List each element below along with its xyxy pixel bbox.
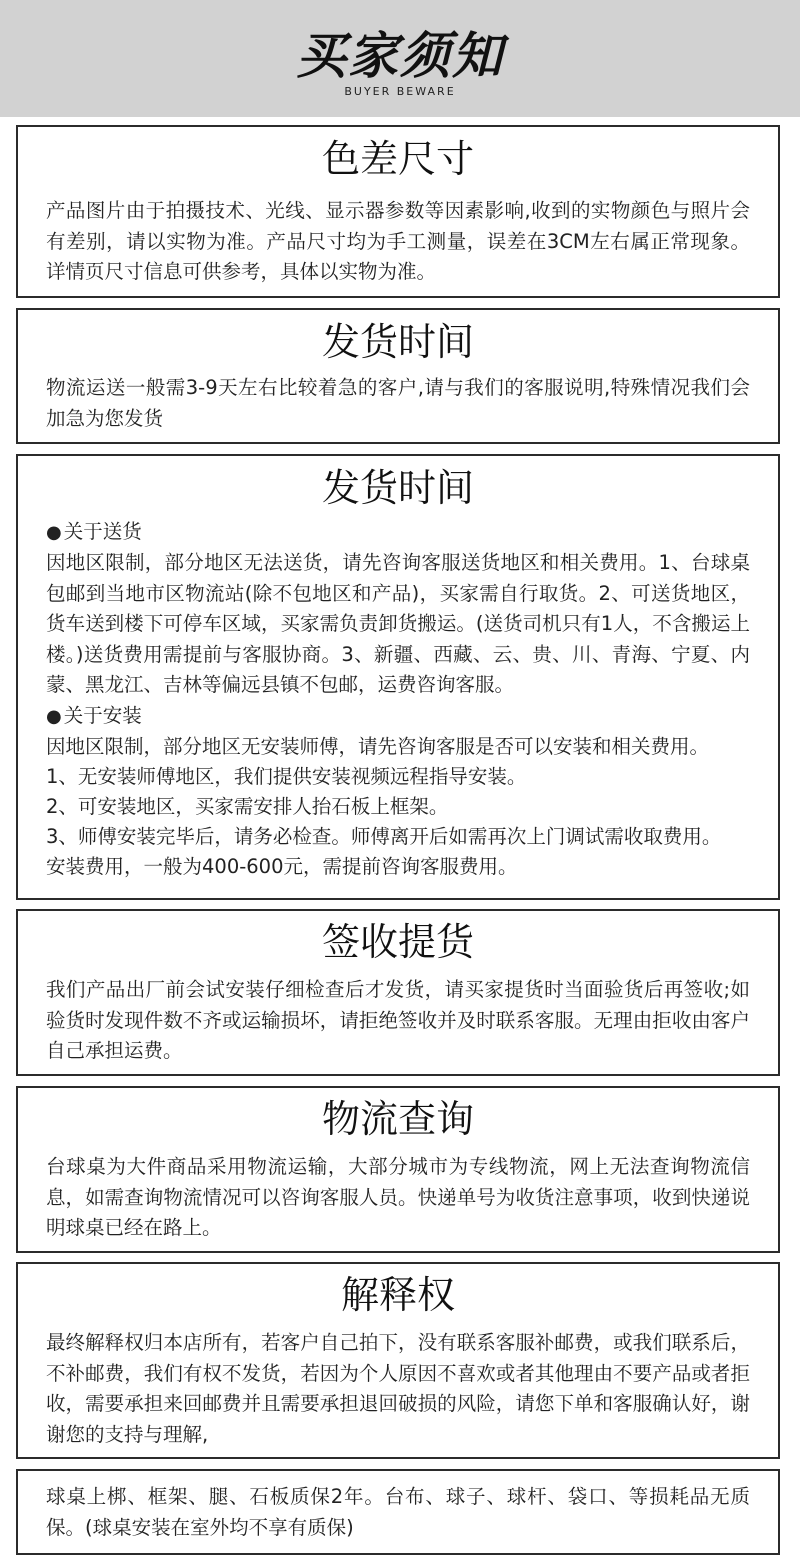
section-body: 台球桌为大件商品采用物流运输，大部分城市为专线物流，网上无法查询物流信息，如需查询物流情况可以咨询客服人员。快递单号为收货注意事项，收到快递说明球桌已经在路上。 <box>46 1155 750 1239</box>
warranty-text: 球桌上梆、框架、腿、石板质保2年。台布、球子、球杆、袋口、等损耗品无质保。(球桌安装在室外均不享有质保) <box>46 1485 750 1539</box>
install-line: 3、师傅安装完毕后，请务必检查。师傅离开后如需再次上门调试需收取费用。 <box>46 824 722 848</box>
section-title: 发货时间 <box>321 466 474 510</box>
section-logistics <box>16 1086 780 1253</box>
page-title: 买家须知 <box>296 27 504 85</box>
delivery-body: 因地区限制，部分地区无法送货，请先咨询客服送货地区和相关费用。1、台球桌包邮到当地市区物流站(除不包地区和产品)，买家需自行取货。2、可送货地区，货车送到楼下可停车区域，买家需负责卸货搬运。(送货司机只有1人，不含搬运上楼。)送货费用需提前与客服协商。3、新疆、西藏、云、贵、川、青海、宁夏、内蒙、黑龙江、吉林等偏远县镇不包邮，运费咨询客服。 <box>46 551 750 696</box>
section-title: 色差尺寸 <box>321 137 474 181</box>
install-line: 安装费用，一般为400-600元，需提前咨询客服费用。 <box>46 854 518 878</box>
section-interpretation <box>16 1262 780 1459</box>
section-color-size <box>16 125 780 298</box>
section-shipping-time <box>16 308 780 444</box>
section-title: 签收提货 <box>321 920 474 964</box>
section-receipt <box>16 909 780 1076</box>
section-body: 物流运送一般需3-9天左右比较着急的客户,请与我们的客服说明,特殊情况我们会加急为您发货 <box>46 376 750 430</box>
section-warranty <box>16 1469 780 1555</box>
install-line: 1、无安装师傅地区，我们提供安装视频远程指导安装。 <box>46 764 527 788</box>
section-body: 最终解释权归本店所有，若客户自己拍下，没有联系客服补邮费，或我们联系后，不补邮费，我们有权不发货，若因为个人原因不喜欢或者其他理由不要产品或者拒收，需要承担来回邮费并且需要承担退回破损的风险，请您下单和客服确认好，谢谢您的支持与理解, <box>46 1331 750 1446</box>
install-line: 因地区限制，部分地区无安装师傅，请先咨询客服是否可以安装和相关费用。 <box>46 734 710 758</box>
install-line: 2、可安装地区，买家需安排人抬石板上框架。 <box>46 794 449 818</box>
section-title: 发货时间 <box>321 320 474 364</box>
section-body: 产品图片由于拍摄技术、光线、显示器参数等因素影响,收到的实物颜色与照片会有差别，请以实物为准。产品尺寸均为手工测量，误差在3CM左右属正常现象。详情页尺寸信息可供参考，具体以实物为准。 <box>46 199 750 283</box>
section-delivery-install <box>16 454 780 900</box>
section-title: 物流查询 <box>321 1097 474 1141</box>
section-body: 我们产品出厂前会试安装仔细检查后才发货，请买家提货时当面验货后再签收;如验货时发现件数不齐或运输损坏，请拒绝签收并及时联系客服。无理由拒收由客户自己承担运费。 <box>46 978 750 1062</box>
delivery-heading: ● 关于送货 <box>18 517 778 548</box>
page-subtitle: BUYER BEWARE <box>344 85 456 98</box>
install-heading: ● 关于安装 <box>18 701 778 732</box>
section-title: 解释权 <box>340 1273 455 1317</box>
page-header <box>0 0 800 117</box>
